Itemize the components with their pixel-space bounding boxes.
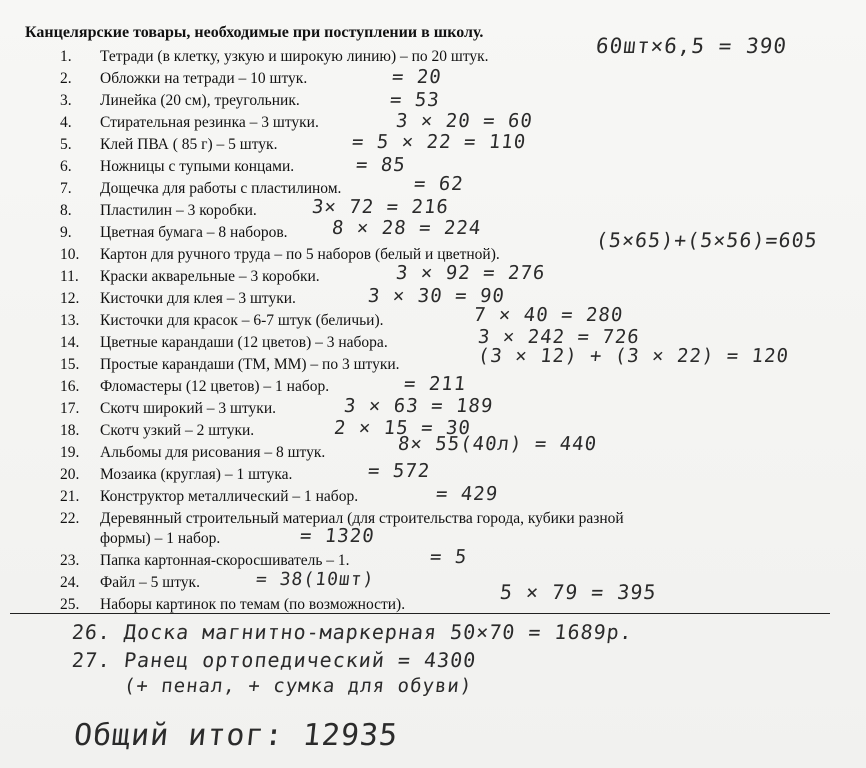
list-item: 8. Пластилин – 3 коробки. bbox=[60, 202, 257, 219]
handwritten-note: = 429 bbox=[434, 483, 500, 505]
handwritten-note: = 1320 bbox=[298, 525, 376, 547]
list-item: 22. Деревянный строительный материал (для строительства города, кубики разной bbox=[60, 510, 624, 527]
list-item: 23. Папка картонная-скоросшиватель – 1. bbox=[60, 552, 350, 569]
handwritten-note: = 85 bbox=[354, 154, 407, 176]
handwritten-note: 7 × 40 = 280 bbox=[472, 304, 625, 326]
handwritten-note: = 38(10шт) bbox=[254, 569, 376, 590]
handwritten-line-26: 26. Доска магнитно-маркерная 50×70 = 1689р. bbox=[70, 620, 635, 644]
list-item-continuation: формы) – 1 набор. bbox=[100, 530, 221, 547]
handwritten-line-27: 27. Ранец ортопедический = 4300 bbox=[70, 648, 478, 672]
handwritten-note: 3 × 30 = 90 bbox=[366, 285, 506, 307]
list-item: 20. Мозаика (круглая) – 1 штука. bbox=[60, 466, 293, 483]
handwritten-note: = 572 bbox=[366, 460, 432, 482]
handwritten-note: 3 × 63 = 189 bbox=[342, 395, 495, 417]
list-item: 6. Ножницы с тупыми концами. bbox=[60, 158, 295, 175]
handwritten-note: 3 × 92 = 276 bbox=[394, 262, 547, 284]
handwritten-note: 8 × 28 = 224 bbox=[330, 217, 483, 239]
list-item: 10. Картон для ручного труда – по 5 наборов (белый и цветной). bbox=[60, 246, 500, 263]
handwritten-note: = 53 bbox=[388, 89, 441, 111]
handwritten-note: 60шт×6,5 = 390 bbox=[594, 34, 789, 58]
separator-line bbox=[10, 613, 830, 614]
list-item: 9. Цветная бумага – 8 наборов. bbox=[60, 224, 288, 241]
list-item: 11. Краски акварельные – 3 коробки. bbox=[60, 268, 320, 285]
list-item: 19. Альбомы для рисования – 8 штук. bbox=[60, 444, 326, 461]
handwritten-note: = 62 bbox=[412, 173, 465, 195]
handwritten-note: = 20 bbox=[390, 66, 443, 88]
list-item: 2. Обложки на тетради – 10 штук. bbox=[60, 70, 308, 87]
list-item: 18. Скотч узкий – 2 штуки. bbox=[60, 422, 255, 439]
list-item: 21. Конструктор металлический – 1 набор. bbox=[60, 488, 359, 505]
handwritten-note: 3 × 20 = 60 bbox=[394, 110, 534, 132]
list-item: 12. Кисточки для клея – 3 штуки. bbox=[60, 290, 296, 307]
handwritten-note: 3 × 242 = 726 bbox=[476, 326, 641, 348]
handwritten-note: 5 × 79 = 395 bbox=[498, 580, 658, 604]
handwritten-note: 8× 55(40л) = 440 bbox=[396, 433, 599, 455]
handwritten-note: 2 × 15 = 30 bbox=[332, 417, 472, 439]
list-item: 7. Дощечка для работы с пластилином. bbox=[60, 180, 342, 197]
list-item: 1. Тетради (в клетку, узкую и широкую линию) – по 20 штук. bbox=[60, 48, 489, 65]
list-item: 5. Клей ПВА ( 85 г) – 5 штук. bbox=[60, 136, 278, 153]
list-item: 24. Файл – 5 штук. bbox=[60, 574, 200, 591]
list-item: 17. Скотч широкий – 3 штуки. bbox=[60, 400, 277, 417]
list-item: 15. Простые карандаши (ТМ, ММ) – по 3 штуки. bbox=[60, 356, 400, 373]
list-item: 13. Кисточки для красок – 6-7 штук (беличьи). bbox=[60, 312, 384, 329]
handwritten-note: = 5 bbox=[428, 546, 469, 568]
handwritten-note: = 5 × 22 = 110 bbox=[350, 131, 528, 153]
handwritten-note: (3 × 12) + (3 × 22) = 120 bbox=[476, 345, 791, 367]
handwritten-note: (5×65)+(5×56)=605 bbox=[594, 228, 819, 252]
list-item: 4. Стирательная резинка – 3 штуки. bbox=[60, 114, 319, 131]
handwritten-note: = 211 bbox=[402, 373, 468, 395]
list-item: 14. Цветные карандаши (12 цветов) – 3 набора. bbox=[60, 334, 388, 351]
handwritten-note: 3× 72 = 216 bbox=[310, 196, 450, 218]
handwritten-total: Общий итог: 12935 bbox=[72, 718, 400, 753]
list-item: 16. Фломастеры (12 цветов) – 1 набор. bbox=[60, 378, 330, 395]
handwritten-line-27-note: (+ пенал, + сумка для обуви) bbox=[122, 675, 474, 697]
list-item: 3. Линейка (20 см), треугольник. bbox=[60, 92, 300, 109]
list-item: 25. Наборы картинок по темам (по возможности). bbox=[60, 596, 406, 613]
document-title: Канцелярские товары, необходимые при поступлении в школу. bbox=[25, 24, 484, 41]
